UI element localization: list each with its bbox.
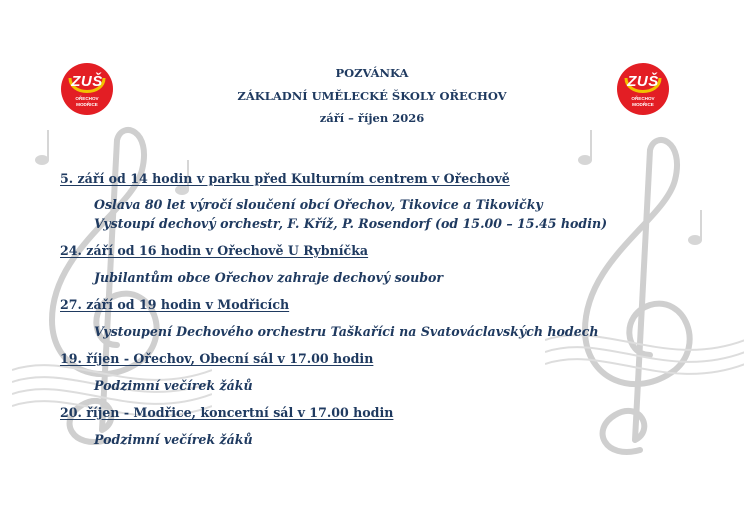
event-date: 24. září od 16 hodin v Ořechově U Rybníčka bbox=[60, 243, 369, 258]
event-date: 19. říjen - Ořechov, Obecní sál v 17.00 hodin bbox=[60, 351, 374, 366]
logo-main-text: ZUŠ bbox=[627, 73, 659, 90]
event-description: Podzimní večírek žáků bbox=[94, 432, 253, 447]
logo-sub-text: MODŘICE bbox=[632, 102, 654, 107]
date-range: září – říjen 2026 bbox=[319, 111, 425, 125]
event-date: 20. říjen - Modřice, koncertní sál v 17.00 hodin bbox=[60, 405, 394, 420]
event-date: 5. září od 14 hodin v parku před Kulturním centrem v Ořechově bbox=[60, 171, 510, 186]
logo-main-text: ZUŠ bbox=[71, 73, 103, 90]
treble-clef-right-decoration-icon bbox=[545, 130, 744, 470]
logo-sub-text: OŘECHOV bbox=[631, 96, 655, 101]
invitation-title: POZVÁNKA bbox=[335, 66, 409, 80]
event-description: Oslava 80 let výročí sloučení obcí Ořechov, Tikovice a Tikovičky bbox=[94, 197, 543, 212]
event-description: Vystoupí dechový orchestr, F. Kříž, P. Rosendorf (od 15.00 – 15.45 hodin) bbox=[94, 216, 608, 231]
event-description: Vystoupení Dechového orchestru Taškaříci na Svatováclavských hodech bbox=[94, 324, 599, 339]
event-date: 27. září od 19 hodin v Modřicích bbox=[60, 297, 290, 312]
logo-sub-text: OŘECHOV bbox=[75, 96, 99, 101]
school-name: ZÁKLADNÍ UMĚLECKÉ ŠKOLY OŘECHOV bbox=[237, 89, 507, 103]
logo-sub-text: MODŘICE bbox=[76, 102, 98, 107]
event-description: Jubilantům obce Ořechov zahraje dechový soubor bbox=[94, 270, 444, 285]
event-description: Podzimní večírek žáků bbox=[94, 378, 253, 393]
